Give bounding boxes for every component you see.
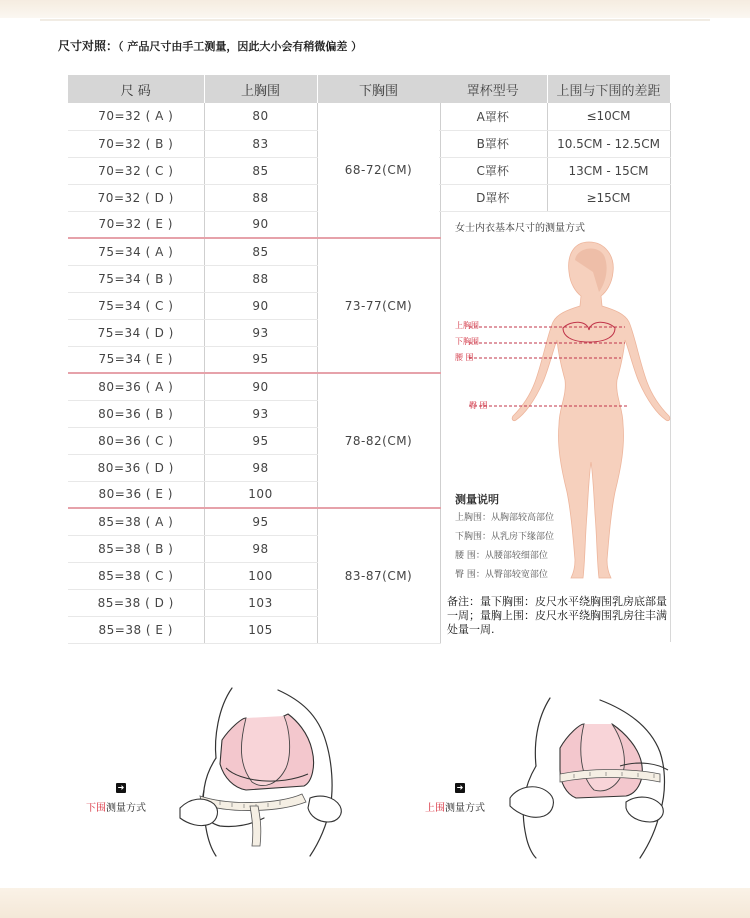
bust-cell: 95 <box>204 346 317 373</box>
arrow-icon: ➜ <box>456 783 464 792</box>
size-cell: 85=38 ( E ) <box>68 616 204 643</box>
col-header-cup: 罩杯型号 <box>439 75 547 103</box>
underbust-cell: 78-82(CM) <box>317 373 440 508</box>
cup-cell: B罩杯 <box>439 130 547 157</box>
table-row <box>68 508 440 535</box>
size-cell: 70=32 ( E ) <box>68 211 204 238</box>
cup-cell: C罩杯 <box>439 157 547 184</box>
diff-cell: 10.5CM - 12.5CM <box>547 130 670 157</box>
howto-item: 下胸围：从乳房下缘部位 <box>455 532 555 542</box>
underbust-cell: 68-72(CM) <box>317 103 440 238</box>
top-decor-band <box>0 0 750 18</box>
bust-cell: 95 <box>204 508 317 535</box>
bust-cell: 95 <box>204 427 317 454</box>
size-cell: 75=34 ( C ) <box>68 292 204 319</box>
table-row <box>68 373 440 400</box>
bust-cell: 88 <box>204 265 317 292</box>
bust-cell: 83 <box>204 130 317 157</box>
bust-caption-suffix: 测量方式 <box>445 803 485 814</box>
table-row <box>439 157 670 184</box>
size-cell: 70=32 ( D ) <box>68 184 204 211</box>
underbust-caption <box>86 799 146 814</box>
diff-cell: ≥15CM <box>547 184 670 211</box>
size-cell: 80=36 ( B ) <box>68 400 204 427</box>
size-cell: 85=38 ( B ) <box>68 535 204 562</box>
size-cell: 75=34 ( D ) <box>68 319 204 346</box>
howto-item: 腰 围：从腰部较细部位 <box>455 551 548 561</box>
bust-cell: 98 <box>204 454 317 481</box>
howto-item: 臀 围：从臀部较宽部位 <box>455 570 548 580</box>
measurement-figure-panel <box>439 210 671 642</box>
diff-cell: ≤10CM <box>547 103 670 130</box>
size-table-body <box>68 103 440 643</box>
bust-caption-highlight: 上围 <box>425 803 445 814</box>
label-underbust: 下胸围 <box>455 337 479 346</box>
page-title <box>58 37 362 54</box>
size-cell: 80=36 ( A ) <box>68 373 204 400</box>
size-cell: 70=32 ( A ) <box>68 103 204 130</box>
diff-cell: 13CM - 15CM <box>547 157 670 184</box>
table-row <box>68 238 440 265</box>
title-note: （ 产品尺寸由手工测量，因此大小会有稍微偏差 ） <box>118 40 363 53</box>
bust-cell: 90 <box>204 373 317 400</box>
size-cell: 70=32 ( B ) <box>68 130 204 157</box>
bust-cell: 88 <box>204 184 317 211</box>
size-table <box>68 75 441 644</box>
size-table-header-row <box>68 75 440 103</box>
bust-cell: 93 <box>204 319 317 346</box>
label-bust: 上胸围 <box>455 321 479 330</box>
title-text: 尺寸对照： <box>58 39 119 53</box>
size-cell: 85=38 ( A ) <box>68 508 204 535</box>
howto-title: 测量说明 <box>455 493 499 506</box>
size-cell: 80=36 ( E ) <box>68 481 204 508</box>
underbust-cell: 83-87(CM) <box>317 508 440 643</box>
col-header-diff: 上围与下围的差距 <box>547 75 670 103</box>
cup-table <box>439 75 671 212</box>
underbust-measure-illustration <box>160 678 360 858</box>
table-row <box>439 103 670 130</box>
bust-measure-illustration <box>490 690 690 860</box>
bust-cell: 80 <box>204 103 317 130</box>
size-cell: 75=34 ( A ) <box>68 238 204 265</box>
bust-cell: 85 <box>204 157 317 184</box>
underbust-caption-highlight: 下围 <box>86 803 106 814</box>
cup-table-header-row <box>439 75 670 103</box>
bust-cell: 93 <box>204 400 317 427</box>
cup-cell: A罩杯 <box>439 103 547 130</box>
bust-caption <box>425 799 485 814</box>
bust-cell: 90 <box>204 211 317 238</box>
bust-cell: 103 <box>204 589 317 616</box>
col-header-size: 尺 码 <box>68 75 204 103</box>
col-header-underbust: 下胸围 <box>317 75 440 103</box>
size-cell: 80=36 ( D ) <box>68 454 204 481</box>
size-cell: 75=34 ( B ) <box>68 265 204 292</box>
bust-cell: 105 <box>204 616 317 643</box>
howto-item: 上胸围：从胸部较高部位 <box>455 513 555 523</box>
bust-cell: 100 <box>204 562 317 589</box>
size-cell: 85=38 ( C ) <box>68 562 204 589</box>
size-cell: 70=32 ( C ) <box>68 157 204 184</box>
bust-cell: 90 <box>204 292 317 319</box>
underbust-caption-suffix: 测量方式 <box>106 803 146 814</box>
bust-cell: 98 <box>204 535 317 562</box>
remark-text: 备注：量下胸围：皮尺水平绕胸围乳房底部量一周；量胸上围：皮尺水平绕胸围乳房往丰满处量一周. <box>447 595 667 636</box>
table-row <box>68 103 440 130</box>
bust-cell: 85 <box>204 238 317 265</box>
col-header-bust: 上胸围 <box>204 75 317 103</box>
bottom-decor-band <box>0 888 750 918</box>
figure-title: 女士内衣基本尺寸的测量方式 <box>455 223 585 234</box>
label-waist: 腰 围 <box>455 353 474 362</box>
bust-cell: 100 <box>204 481 317 508</box>
underbust-cell: 73-77(CM) <box>317 238 440 373</box>
table-row <box>439 184 670 211</box>
table-row <box>439 130 670 157</box>
size-cell: 85=38 ( D ) <box>68 589 204 616</box>
arrow-icon: ➜ <box>117 783 125 792</box>
cup-cell: D罩杯 <box>439 184 547 211</box>
size-cell: 80=36 ( C ) <box>68 427 204 454</box>
size-cell: 75=34 ( E ) <box>68 346 204 373</box>
label-hip: 臀 围 <box>469 401 488 410</box>
